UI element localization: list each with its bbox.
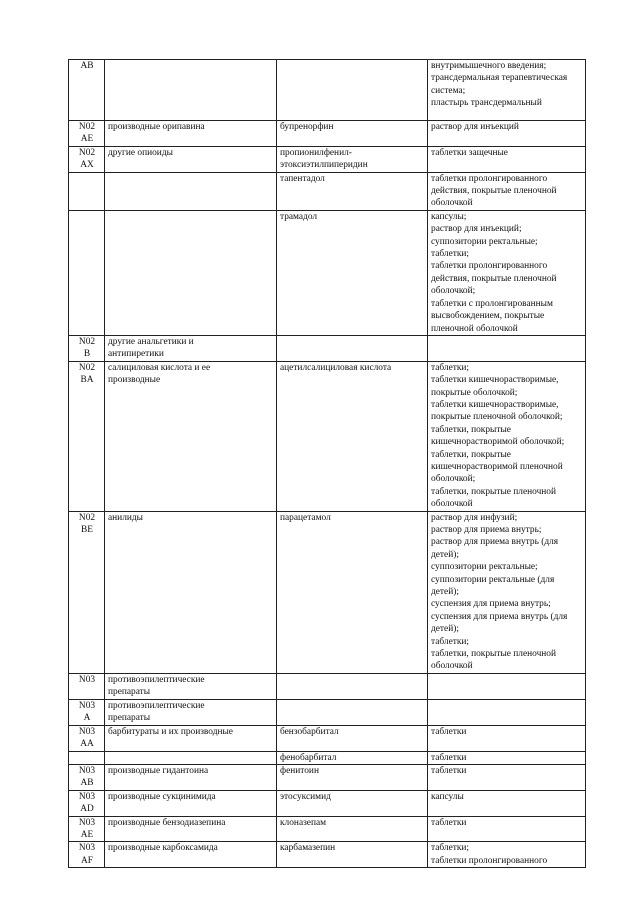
drug-list-table bbox=[68, 59, 586, 868]
drug-name-cell: трамадол bbox=[277, 210, 428, 335]
atc-code-cell: N02 BE bbox=[69, 511, 105, 673]
atc-code-cell: N03 AE bbox=[69, 816, 105, 842]
dosage-form-cell: раствор для инфузий; раствор для приема внутрь; раствор для приема внутрь (для детей); суппозитории ректальные; суппозитории ректальные (для детей); суспензия для приема внутрь; суспензия для приема внутрь (для детей); таблетки; таблетки, покрытые пленочной оболочкой bbox=[428, 511, 586, 673]
dosage-form-cell: внутримышечного введения; трансдермальная терапевтическая система; пластырь трансдермальный bbox=[428, 60, 586, 121]
dosage-form-cell: таблетки; таблетки пролонгированного bbox=[428, 842, 586, 868]
atc-code-cell: N03 bbox=[69, 673, 105, 699]
dosage-form-cell: таблетки bbox=[428, 764, 586, 790]
atc-group-cell: производные сукцинимида bbox=[105, 790, 277, 816]
dosage-form-cell: таблетки bbox=[428, 751, 586, 764]
atc-code-cell: N03 AD bbox=[69, 790, 105, 816]
table-row bbox=[69, 210, 586, 335]
dosage-form-cell bbox=[428, 335, 586, 361]
drug-name-cell: фенобарбитал bbox=[277, 751, 428, 764]
dosage-form-cell bbox=[428, 673, 586, 699]
atc-group-cell: производные орипавина bbox=[105, 121, 277, 147]
atc-group-cell: противоэпилептические препараты bbox=[105, 673, 277, 699]
atc-code-cell bbox=[69, 172, 105, 210]
table-row bbox=[69, 725, 586, 751]
drug-name-cell: пропионилфенил- этоксиэтилпиперидин bbox=[277, 146, 428, 172]
atc-code-cell: N02 B bbox=[69, 335, 105, 361]
atc-code-cell: N03 AF bbox=[69, 842, 105, 868]
table-row bbox=[69, 842, 586, 868]
atc-code-cell: N02 AE bbox=[69, 121, 105, 147]
atc-code-cell: N02 AX bbox=[69, 146, 105, 172]
table-row bbox=[69, 816, 586, 842]
drug-name-cell: бупренорфин bbox=[277, 121, 428, 147]
atc-code-cell: N02 BA bbox=[69, 361, 105, 511]
drug-name-cell: карбамазепин bbox=[277, 842, 428, 868]
atc-code-cell bbox=[69, 751, 105, 764]
drug-name-cell bbox=[277, 673, 428, 699]
atc-group-cell: другие опиоиды bbox=[105, 146, 277, 172]
table-row bbox=[69, 335, 586, 361]
drug-name-cell: этосуксимид bbox=[277, 790, 428, 816]
atc-group-cell: другие анальгетики и антипиретики bbox=[105, 335, 277, 361]
table-row bbox=[69, 699, 586, 725]
drug-name-cell: бензобарбитал bbox=[277, 725, 428, 751]
table-row bbox=[69, 673, 586, 699]
table-row bbox=[69, 751, 586, 764]
dosage-form-cell: капсулы bbox=[428, 790, 586, 816]
drug-name-cell bbox=[277, 335, 428, 361]
drug-name-cell: тапентадол bbox=[277, 172, 428, 210]
table-row bbox=[69, 146, 586, 172]
drug-name-cell: клоназепам bbox=[277, 816, 428, 842]
drug-name-cell bbox=[277, 699, 428, 725]
atc-group-cell: производные карбоксамида bbox=[105, 842, 277, 868]
atc-group-cell: анилиды bbox=[105, 511, 277, 673]
atc-group-cell bbox=[105, 751, 277, 764]
atc-group-cell bbox=[105, 172, 277, 210]
atc-group-cell bbox=[105, 210, 277, 335]
dosage-form-cell: таблетки; таблетки кишечнорастворимые, покрытые оболочкой; таблетки кишечнорастворимые, покрытые пленочной оболочкой; таблетки, покрытые кишечнорастворимой оболочкой; таблетки, покрытые кишечнорастворимой пленочной оболочкой; таблетки, покрытые пленочной оболочкой bbox=[428, 361, 586, 511]
table-row bbox=[69, 764, 586, 790]
table-row bbox=[69, 60, 586, 121]
atc-code-cell: AB bbox=[69, 60, 105, 121]
table-row bbox=[69, 172, 586, 210]
dosage-form-cell bbox=[428, 699, 586, 725]
drug-name-cell: парацетамол bbox=[277, 511, 428, 673]
table-row bbox=[69, 790, 586, 816]
atc-group-cell: барбитураты и их производные bbox=[105, 725, 277, 751]
atc-code-cell: N03 AB bbox=[69, 764, 105, 790]
drug-table-body bbox=[69, 60, 586, 868]
dosage-form-cell: капсулы; раствор для инъекций; суппозитории ректальные; таблетки; таблетки пролонгированного действия, покрытые пленочной оболочкой; таблетки с пролонгированным высвобождением, покрытые пленочной оболочкой bbox=[428, 210, 586, 335]
dosage-form-cell: раствор для инъекций bbox=[428, 121, 586, 147]
table-row bbox=[69, 361, 586, 511]
atc-group-cell bbox=[105, 60, 277, 121]
drug-name-cell bbox=[277, 60, 428, 121]
drug-name-cell: фенитоин bbox=[277, 764, 428, 790]
table-row bbox=[69, 511, 586, 673]
table-row bbox=[69, 121, 586, 147]
dosage-form-cell: таблетки bbox=[428, 816, 586, 842]
atc-group-cell: салициловая кислота и ее производные bbox=[105, 361, 277, 511]
atc-group-cell: производные бензодиазепина bbox=[105, 816, 277, 842]
atc-code-cell bbox=[69, 210, 105, 335]
atc-code-cell: N03 A bbox=[69, 699, 105, 725]
drug-name-cell: ацетилсалициловая кислота bbox=[277, 361, 428, 511]
atc-group-cell: противоэпилептические препараты bbox=[105, 699, 277, 725]
dosage-form-cell: таблетки пролонгированного действия, покрытые пленочной оболочкой bbox=[428, 172, 586, 210]
atc-group-cell: производные гидантоина bbox=[105, 764, 277, 790]
atc-code-cell: N03 AA bbox=[69, 725, 105, 751]
dosage-form-cell: таблетки bbox=[428, 725, 586, 751]
dosage-form-cell: таблетки защечные bbox=[428, 146, 586, 172]
